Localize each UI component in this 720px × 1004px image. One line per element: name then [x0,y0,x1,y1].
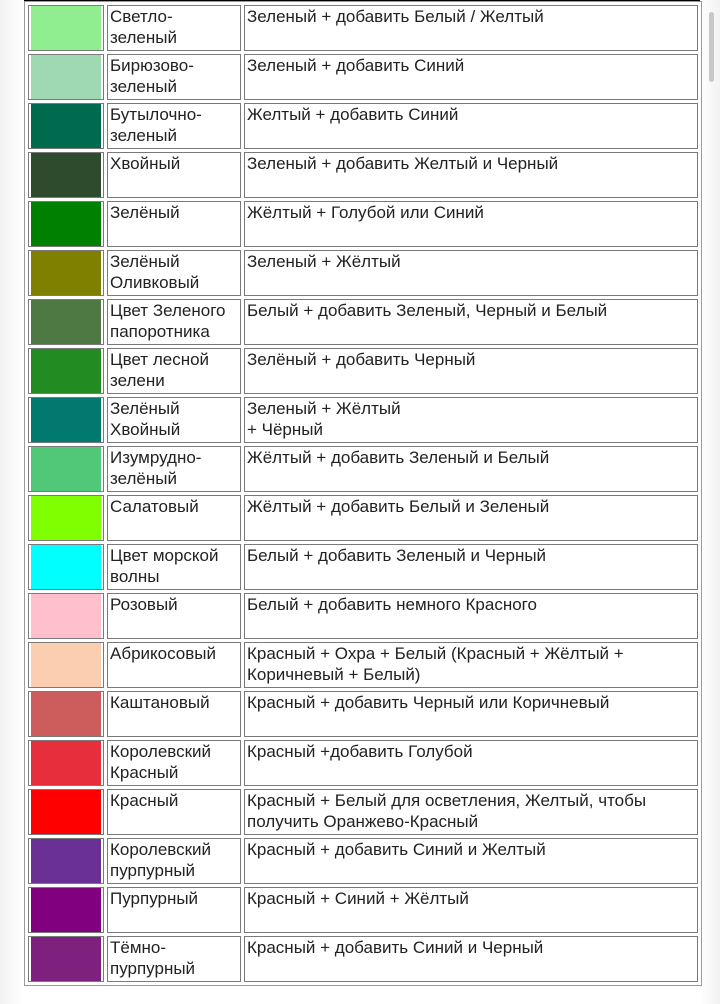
color-name: Каштановый [107,691,241,737]
color-swatch [31,447,101,491]
color-swatch-cell [28,495,104,541]
color-swatch [31,398,101,442]
color-recipe: Красный + добавить Синий и Желтый [244,838,698,884]
color-recipe: Жёлтый + добавить Зеленый и Белый [244,446,698,492]
color-swatch-cell [28,397,104,443]
color-name: Цвет морской волны [107,544,241,590]
color-recipe: Зеленый + добавить Белый / Желтый [244,5,698,51]
color-name: Зелёный Оливковый [107,250,241,296]
color-name: Пурпурный [107,887,241,933]
color-recipe: Зеленый + добавить Желтый и Черный [244,152,698,198]
table-row [28,495,698,541]
color-swatch-cell [28,348,104,394]
table-row [28,299,698,345]
color-swatch-cell [28,5,104,51]
table-row [28,642,698,688]
color-swatch-cell [28,103,104,149]
color-swatch-cell [28,152,104,198]
color-recipe: Зеленый + Жёлтый [244,250,698,296]
color-swatch [31,594,101,638]
color-swatch-cell [28,299,104,345]
color-recipe: Красный + Белый для осветления, Желтый, чтобы получить Оранжево-Красный [244,789,698,835]
color-name: Хвойный [107,152,241,198]
color-name: Светло- зеленый [107,5,241,51]
color-name: Цвет лесной зелени [107,348,241,394]
color-swatch-cell [28,887,104,933]
color-mixing-table [24,1,702,986]
color-swatch-cell [28,54,104,100]
color-recipe: Зелёный + добавить Черный [244,348,698,394]
color-recipe: Красный + добавить Синий и Черный [244,936,698,982]
color-name: Тёмно- пурпурный [107,936,241,982]
color-recipe: Красный + добавить Черный или Коричневый [244,691,698,737]
color-swatch [31,300,101,344]
color-swatch [31,6,101,50]
color-swatch [31,251,101,295]
color-recipe: Белый + добавить Зеленый, Черный и Белый [244,299,698,345]
color-swatch-cell [28,936,104,982]
table-row [28,103,698,149]
color-recipe: Красный + Охра + Белый (Красный + Жёлтый + Коричневый + Белый) [244,642,698,688]
color-swatch-cell [28,446,104,492]
color-swatch-cell [28,838,104,884]
color-swatch [31,496,101,540]
color-name: Абрикосовый [107,642,241,688]
color-swatch [31,790,101,834]
color-swatch [31,104,101,148]
color-table-body [28,5,698,982]
color-recipe: Красный +добавить Голубой [244,740,698,786]
color-recipe: Красный + Синий + Жёлтый [244,887,698,933]
color-swatch-cell [28,642,104,688]
table-row [28,397,698,443]
color-recipe: Зеленый + Жёлтый + Чёрный [244,397,698,443]
table-row [28,593,698,639]
color-swatch-cell [28,740,104,786]
table-row [28,5,698,51]
color-name: Королевский пурпурный [107,838,241,884]
color-swatch [31,643,101,687]
color-swatch [31,888,101,932]
color-swatch-cell [28,691,104,737]
color-swatch-cell [28,789,104,835]
color-recipe: Белый + добавить немного Красного [244,593,698,639]
color-recipe: Жёлтый + Голубой или Синий [244,201,698,247]
table-row [28,201,698,247]
color-swatch [31,545,101,589]
color-swatch [31,937,101,981]
scrollbar-thumb[interactable] [709,12,714,82]
color-name: Бирюзово- зеленый [107,54,241,100]
color-name: Изумрудно- зелёный [107,446,241,492]
page-left-margin [0,0,24,1004]
color-name: Бутылочно- зеленый [107,103,241,149]
color-swatch [31,153,101,197]
table-row [28,446,698,492]
color-name: Зелёный Хвойный [107,397,241,443]
color-name: Цвет Зеленого папоротника [107,299,241,345]
table-row [28,691,698,737]
color-name: Салатовый [107,495,241,541]
color-swatch [31,839,101,883]
color-swatch-cell [28,593,104,639]
table-row [28,936,698,982]
color-name: Красный [107,789,241,835]
table-row [28,789,698,835]
color-swatch-cell [28,250,104,296]
color-swatch [31,55,101,99]
color-swatch [31,202,101,246]
table-row [28,740,698,786]
table-row [28,838,698,884]
color-name: Зелёный [107,201,241,247]
color-recipe: Желтый + добавить Синий [244,103,698,149]
color-recipe: Зеленый + добавить Синий [244,54,698,100]
table-row [28,348,698,394]
color-swatch-cell [28,201,104,247]
color-name: Розовый [107,593,241,639]
table-row [28,54,698,100]
color-swatch [31,692,101,736]
color-swatch [31,349,101,393]
color-swatch-cell [28,544,104,590]
table-row [28,544,698,590]
color-recipe: Белый + добавить Зеленый и Черный [244,544,698,590]
table-row [28,152,698,198]
table-row [28,887,698,933]
color-swatch [31,741,101,785]
color-recipe: Жёлтый + добавить Белый и Зеленый [244,495,698,541]
color-name: Королевский Красный [107,740,241,786]
table-row [28,250,698,296]
page-right-margin [700,0,720,1004]
